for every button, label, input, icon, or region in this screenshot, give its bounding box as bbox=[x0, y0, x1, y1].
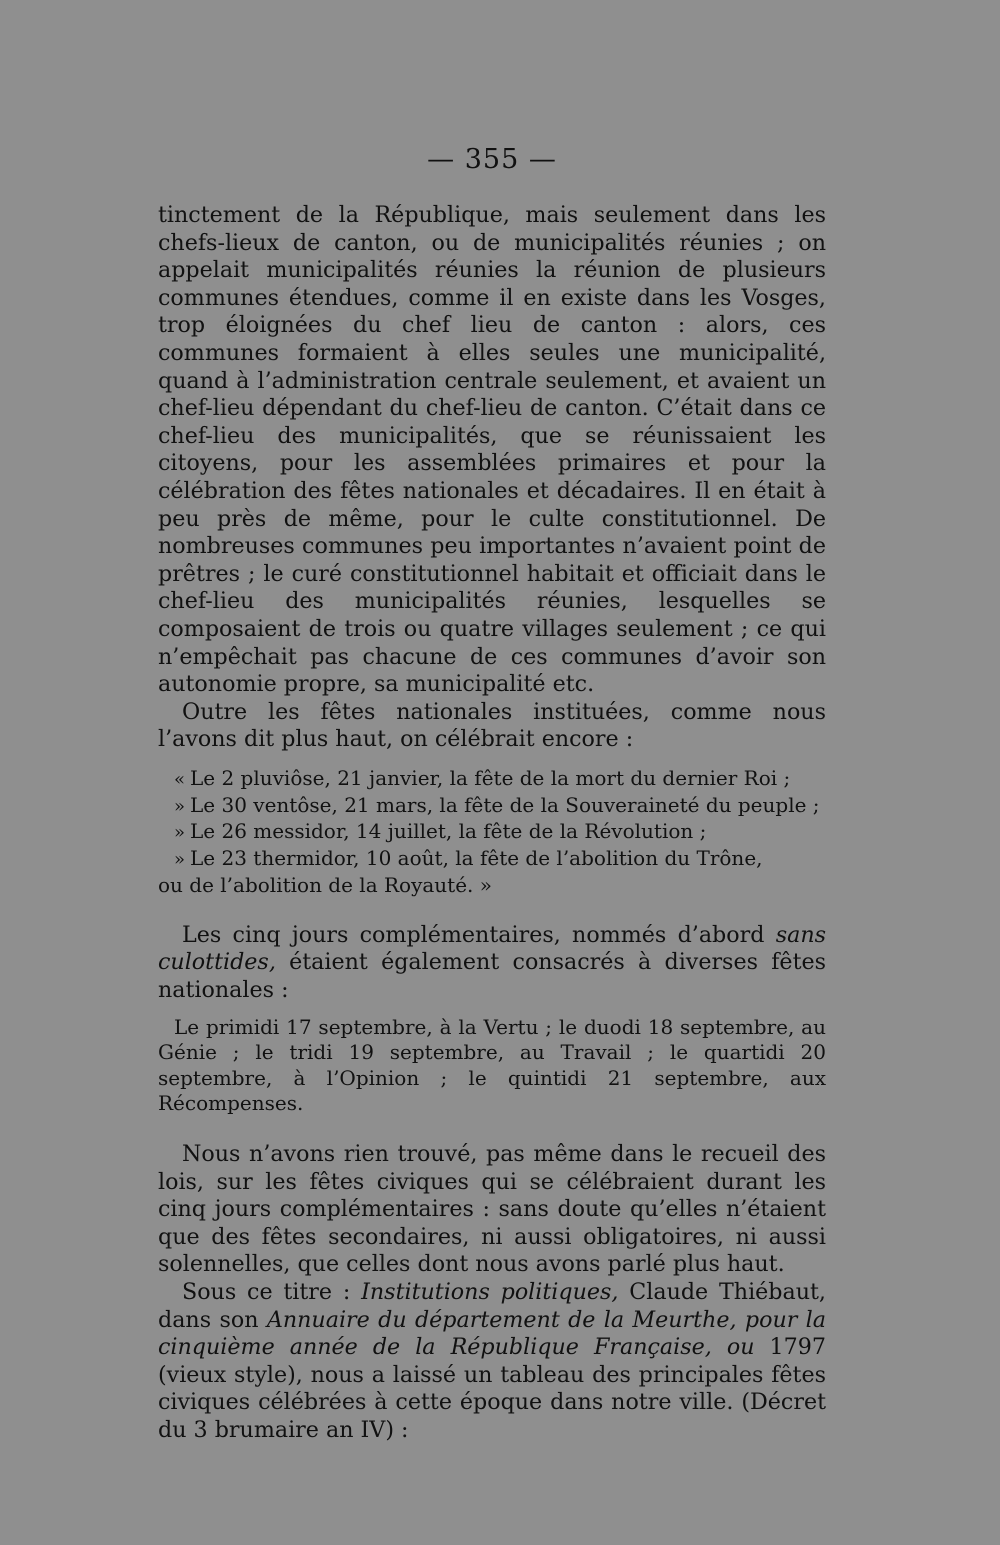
quote-line-last: ou de l’abolition de la Royauté. » bbox=[158, 873, 493, 898]
quote-line bbox=[158, 766, 826, 793]
page-content bbox=[158, 140, 826, 1445]
italic-term: sans culottides, bbox=[158, 921, 826, 976]
paragraph-fetes-intro: Outre les fêtes nationales instituées, comme nous l’avons dit plus haut, on célébrait encore : bbox=[158, 698, 826, 753]
quote-text: Le 26 messidor, 14 juillet, la fête de la Révolution ; bbox=[190, 819, 707, 844]
quote-mark: » bbox=[174, 822, 186, 844]
quote-mark: « bbox=[174, 768, 186, 790]
paragraph-sansculottides-list: Le primidi 17 septembre, à la Vertu ; le duodi 18 septembre, au Génie ; le tridi 19 septembre, au Travail ; le quartidi 20 septembre, à l’Opinion ; le quintidi 21 septembre, aux Récompenses. bbox=[158, 1014, 826, 1116]
paragraph-complementary-days bbox=[158, 922, 826, 1005]
italic-title: Institutions politiques, bbox=[361, 1278, 619, 1305]
paragraph-civic-fetes: Nous n’avons rien trouvé, pas même dans le recueil des lois, sur les fêtes civiques qui se célébraient durant les cinq jours complémentaires : sans doute qu’elles n’étaient que des fêtes secondaires, ni aussi obligatoires, ni aussi solennelles, que celles dont nous avons parlé plus haut. bbox=[158, 1141, 826, 1278]
quoted-fetes-list bbox=[158, 766, 826, 898]
text-run: étaient également consacrés à diverses fêtes nationales : bbox=[158, 949, 826, 1004]
quote-line bbox=[158, 846, 826, 873]
quote-line bbox=[158, 819, 826, 846]
page-number: — 355 — bbox=[427, 144, 557, 175]
paragraph-municipalities: tinctement de la République, mais seulement dans les chefs-lieux de canton, ou de municipalités réunies ; on appelait municipalités réunies la réunion de plusieurs communes étendues, comme il en existe dans les Vosges, trop éloignées du chef lieu de canton : alors, ces communes formaient à elles seules une municipalité, quand à l’administration centrale seulement, et avaient un chef-lieu dépendant du chef-lieu de canton. C’était dans ce chef-lieu des municipalités, que se réunissaient les citoyens, pour les assemblées primaires et pour la célébration des fêtes nationales et décadaires. Il en était à peu près de même, pour le culte constitutionnel. De nombreuses communes peu importantes n’avaient point de prêtres ; le curé constitutionnel habitait et officiait dans le chef-lieu des municipalités réunies, lesquelles se composaient de trois ou quatre villages seulement ; ce qui n’empêchait pas chacune de ces communes d’avoir son autonomie propre, sa municipalité etc. bbox=[158, 202, 826, 698]
text-run: Sous ce titre : bbox=[182, 1278, 362, 1305]
quote-line bbox=[158, 793, 826, 820]
quote-mark: » bbox=[174, 849, 186, 871]
quote-text: Le 30 ventôse, 21 mars, la fête de la Souveraineté du peuple ; bbox=[190, 792, 820, 817]
quote-mark: » bbox=[174, 795, 186, 817]
quote-text: Le 23 thermidor, 10 août, la fête de l’abolition du Trône, bbox=[190, 846, 763, 871]
text-run: Claude Thiébaut, dans son bbox=[158, 1278, 826, 1333]
quote-text: Le 2 pluviôse, 21 janvier, la fête de la mort du dernier Roi ; bbox=[190, 765, 791, 790]
paragraph-thiebaut bbox=[158, 1279, 826, 1445]
text-run: 1797 (vieux style), nous a laissé un tableau des principales fêtes civiques célébrées à cette époque dans notre ville. (Décret du 3 brumaire an IV) : bbox=[158, 1334, 826, 1443]
italic-title: Annuaire du département de la Meurthe, pour la cinquième année de la République Française, ou bbox=[158, 1306, 827, 1361]
text-run: Les cinq jours complémentaires, nommés d’abord bbox=[182, 921, 776, 948]
